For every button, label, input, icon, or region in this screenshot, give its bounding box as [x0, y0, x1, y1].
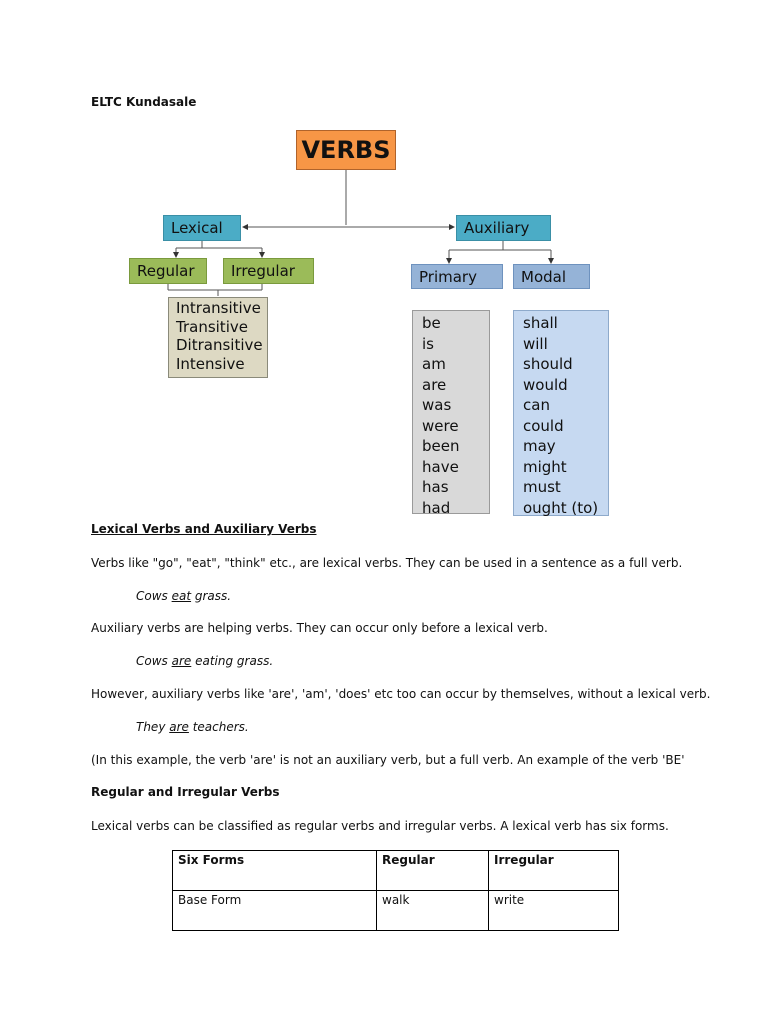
list-item: is [422, 334, 434, 353]
list-item: ought (to) [523, 498, 599, 517]
table-cell: Base Form [173, 891, 377, 931]
lexical-types-list [168, 297, 268, 378]
paragraph-auxiliary-alone: However, auxiliary verbs like 'are', 'am', 'does' etc too can occur by themselves, without a lexical verb. [91, 687, 711, 701]
modal-box: Modal [513, 264, 590, 289]
table-cell: write [489, 891, 619, 931]
table-header-cell: Regular [377, 851, 489, 891]
irregular-box: Irregular [223, 258, 314, 284]
list-item: are [422, 375, 447, 394]
example-verb: eat [171, 589, 192, 603]
list-item: have [422, 457, 459, 476]
table-header-row [173, 851, 619, 891]
org-header: ELTC Kundasale [91, 95, 197, 109]
lexical-box: Lexical [163, 215, 241, 241]
example-sentence-1: Cows eat grass. [136, 589, 232, 603]
list-item: shall [523, 314, 558, 332]
example-verb: are [171, 654, 192, 668]
paragraph-lexical-definition: Verbs like "go", "eat", "think" etc., are lexical verbs. They can be used in a sentence as a full verb. [91, 556, 683, 570]
auxiliary-box: Auxiliary [456, 215, 551, 241]
list-item: were [422, 416, 459, 435]
regular-box: Regular [129, 258, 207, 284]
list-item: should [523, 355, 573, 373]
list-item: Intensive [176, 354, 245, 373]
section-heading-lexical-auxiliary: Lexical Verbs and Auxiliary Verbs [91, 522, 317, 536]
list-item: be [422, 314, 441, 332]
list-item: may [523, 437, 556, 455]
list-item: Transitive [176, 317, 248, 336]
list-item: Intransitive [176, 299, 261, 317]
list-item: has [422, 478, 449, 496]
list-item: will [523, 334, 548, 353]
table-cell: walk [377, 891, 489, 931]
list-item: was [422, 396, 452, 414]
list-item: must [523, 478, 561, 496]
example-verb: are [169, 720, 189, 734]
paragraph-auxiliary-definition: Auxiliary verbs are helping verbs. They can occur only before a lexical verb. [91, 621, 548, 635]
section-heading-regular-irregular: Regular and Irregular Verbs [91, 785, 280, 799]
table-header-cell: Irregular [489, 851, 619, 891]
paragraph-full-verb-note: (In this example, the verb 'are' is not an auxiliary verb, but a full verb. An example of the verb 'BE' [91, 753, 685, 767]
list-item: could [523, 416, 564, 435]
list-item: had [422, 498, 451, 517]
six-forms-table [172, 850, 619, 931]
example-sentence-2: Cows are eating grass. [136, 654, 274, 668]
example-sentence-3: They are teachers. [136, 720, 249, 734]
modal-verbs-list [513, 310, 609, 516]
list-item: would [523, 375, 568, 394]
list-item: am [422, 355, 446, 373]
verbs-root-box: VERBS [296, 130, 396, 170]
primary-verbs-list [412, 310, 490, 517]
list-item: can [523, 396, 550, 414]
list-item: Ditransitive [176, 336, 263, 354]
list-item: been [422, 437, 460, 455]
primary-box: Primary [411, 264, 503, 289]
table-header-cell: Six Forms [173, 851, 377, 891]
paragraph-six-forms: Lexical verbs can be classified as regular verbs and irregular verbs. A lexical verb has six forms. [91, 819, 669, 833]
table-row [173, 891, 619, 931]
list-item: might [523, 457, 567, 476]
